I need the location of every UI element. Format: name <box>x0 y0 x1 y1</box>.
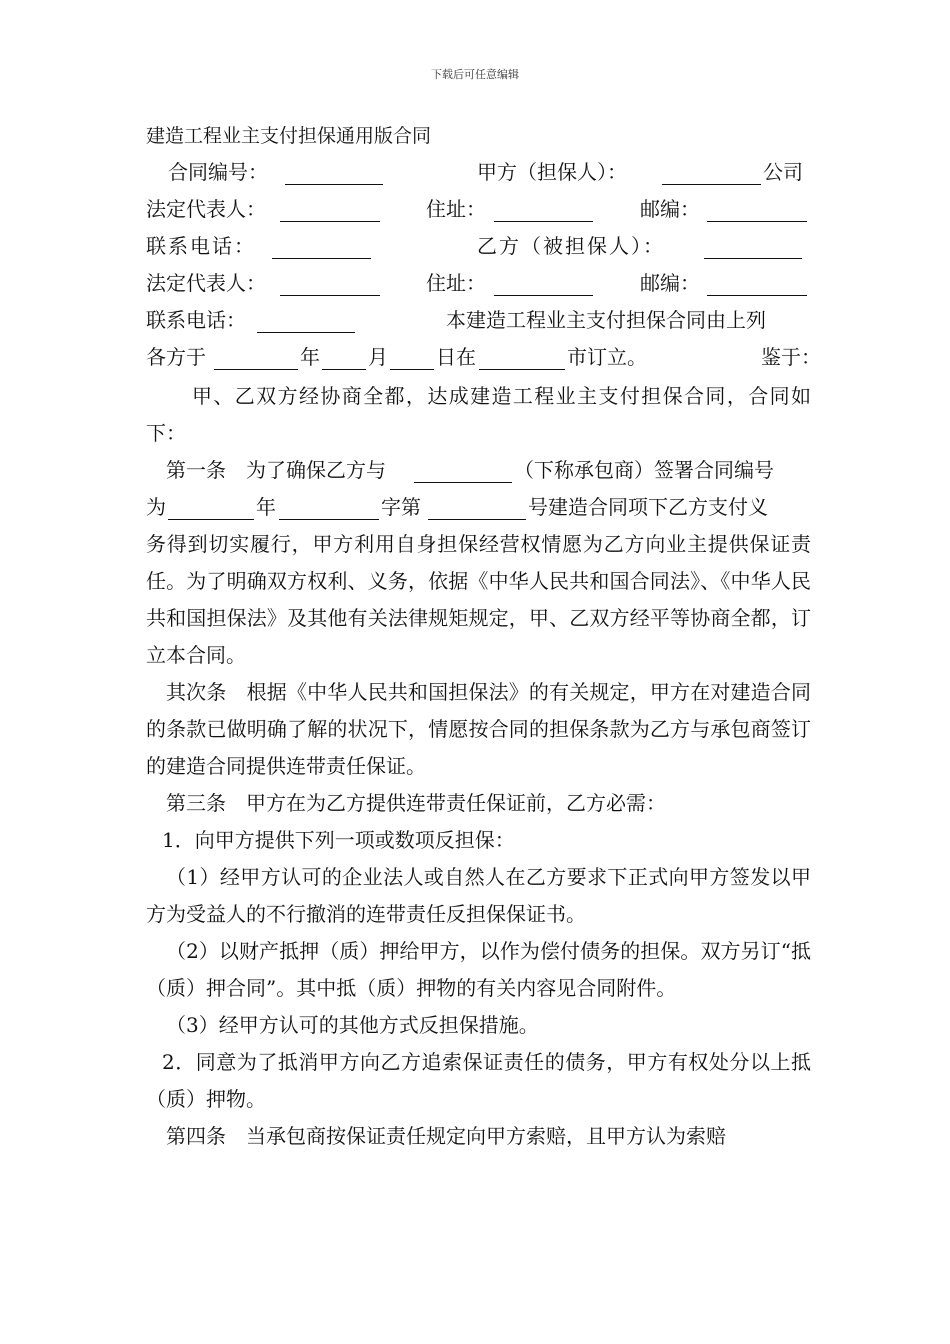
article-1-mid: （下称承包商）签署合同编号 <box>514 458 774 482</box>
company-label: 公司 <box>763 160 803 184</box>
party-a-blank <box>662 162 761 185</box>
intro-paragraph: 甲、乙双方经协商全都，达成建造工程业主支付担保合同，合同如下： <box>146 384 811 445</box>
year-blank <box>214 347 298 370</box>
page-header: 下载后可任意编辑 <box>431 68 519 81</box>
address2-label: 住址： <box>426 271 486 295</box>
day-blank <box>390 347 434 370</box>
article-1-no-blank <box>168 497 254 520</box>
form-row-6 <box>146 339 821 376</box>
party-b-label: 乙方（被担保人）： <box>477 234 665 258</box>
month-blank <box>322 347 366 370</box>
phone-blank <box>272 236 371 259</box>
form-row-3 <box>146 228 811 265</box>
postcode-label: 邮编： <box>640 197 700 221</box>
legal-rep-blank <box>280 199 380 222</box>
article-1-zi: 字第 <box>381 495 421 519</box>
article-1-head: 第一条 为了确保乙方与 <box>166 458 386 482</box>
date-prefix: 各方于 <box>146 345 206 369</box>
party-a-label: 甲方（担保人）： <box>477 160 627 184</box>
form-row-4 <box>146 265 811 302</box>
address-label: 住址： <box>426 197 486 221</box>
contract-no-blank <box>285 162 383 185</box>
phone2-blank <box>257 310 355 333</box>
article-1-year: 年 <box>256 495 276 519</box>
article-4: 第四条 当承包商按保证责任规定向甲方索赔，且甲方认为索赔 <box>166 1124 726 1148</box>
article-2: 其次条 根据《中华人民共和国担保法》的有关规定，甲方在对建造合同的条款已做明确了解的状况下，情愿按合同的担保条款为乙方与承包商签订的建造合同提供连带责任保证。 <box>146 680 811 778</box>
article-1-body: 务得到切实履行，甲方利用自身担保经营权情愿为乙方向业主提供保证责任。为了明确双方权利、义务，依据《中华人民共和国合同法》、《中华人民共和国担保法》及其他有关法律规矩规定，甲、乙双方经平等协商全都，订立本合同。 <box>146 532 811 667</box>
legal-rep-label: 法定代表人： <box>146 197 266 221</box>
intro-tail: 本建造工程业主支付担保合同由上列 <box>446 308 766 332</box>
phone2-label: 联系电话： <box>146 308 246 332</box>
month-label: 月 <box>368 345 388 369</box>
postcode-blank <box>707 199 807 222</box>
article-1-line-1 <box>146 452 811 489</box>
postcode2-blank <box>707 273 807 296</box>
legal-rep2-blank <box>280 273 380 296</box>
article-1-for: 为 <box>146 495 166 519</box>
article-3-sub-2: （2）以财产抵押（质）押给甲方，以作为偿付债务的担保。双方另订“抵（质）押合同”。其中抵（质）押物的有关内容见合同附件。 <box>146 939 811 1000</box>
party-b-blank <box>704 236 802 259</box>
article-1-tail: 号建造合同项下乙方支付义 <box>528 495 768 519</box>
phone-label: 联系电话： <box>146 234 256 258</box>
address2-blank <box>494 273 593 296</box>
year-label: 年 <box>300 345 320 369</box>
legal-rep2-label: 法定代表人： <box>146 271 266 295</box>
whereas-label: 鉴于： <box>761 345 821 369</box>
article-1-year-blank <box>279 497 379 520</box>
article-3-item-2: 2．同意为了抵消甲方向乙方追索保证责任的债务，甲方有权处分以上抵（质）押物。 <box>146 1050 811 1111</box>
article-3-sub-3: （3）经甲方认可的其他方式反担保措施。 <box>166 1013 539 1037</box>
address-blank <box>494 199 593 222</box>
city-sign-label: 市订立。 <box>567 345 647 369</box>
form-row-2 <box>146 191 811 228</box>
form-row-1 <box>146 154 811 191</box>
article-1-line-2 <box>146 489 811 526</box>
contract-no-label: 合同编号： <box>168 160 268 184</box>
postcode2-label: 邮编： <box>640 271 700 295</box>
article-3-item-1: 1．向甲方提供下列一项或数项反担保： <box>162 828 515 852</box>
form-row-5 <box>146 302 811 339</box>
document-title: 建造工程业主支付担保通用版合同 <box>146 125 432 147</box>
document-body <box>146 118 821 1155</box>
article-3: 第三条 甲方在为乙方提供连带责任保证前，乙方必需： <box>166 791 666 815</box>
day-label: 日在 <box>436 345 476 369</box>
article-1-zi-blank <box>428 497 526 520</box>
article-3-sub-1: （1）经甲方认可的企业法人或自然人在乙方要求下正式向甲方签发以甲方为受益人的不行撤消的连带责任反担保保证书。 <box>146 865 811 926</box>
city-blank <box>479 347 565 370</box>
article-1-party-blank <box>414 460 512 483</box>
